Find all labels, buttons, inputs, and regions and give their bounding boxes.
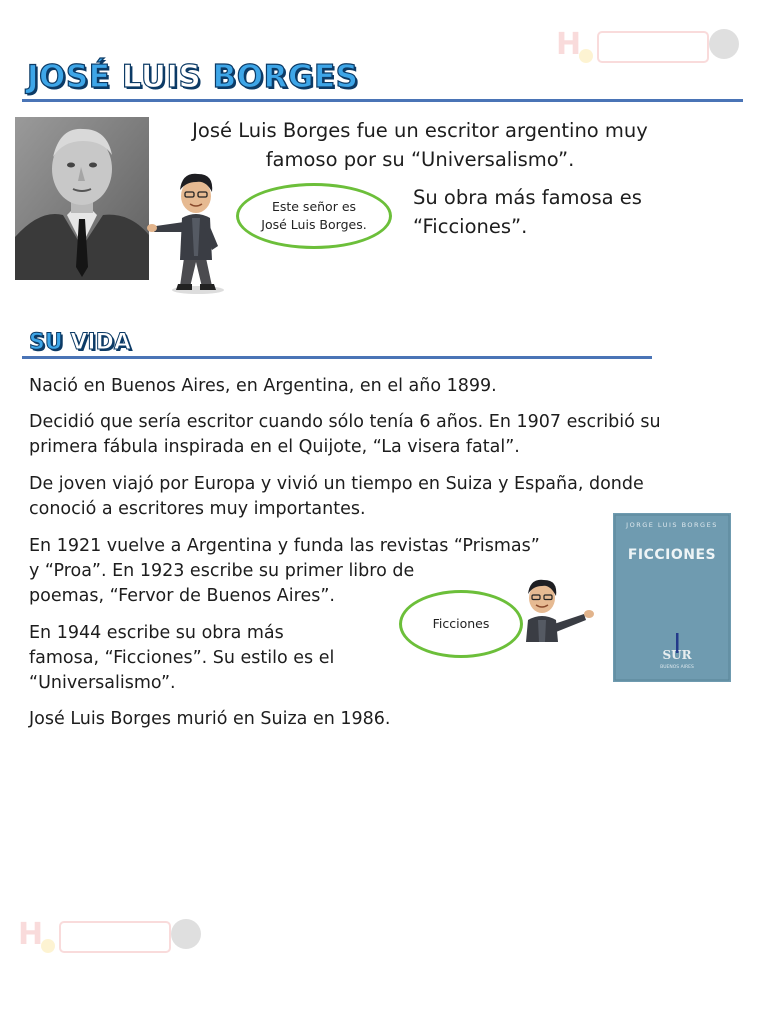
bubble-ficciones-label: Ficciones	[432, 616, 490, 631]
paragraph-ficciones-line-1: En 1944 escribe su obra más	[29, 623, 284, 643]
speech-bubble-portrait	[236, 183, 392, 249]
famous-work-text	[413, 183, 713, 241]
svg-text:H: H	[556, 27, 582, 62]
paragraph-ficciones	[29, 621, 334, 696]
paragraph-travel-line-2: conoció a escritores muy importantes.	[29, 499, 366, 519]
intro-line-2: famoso por su “Universalismo”.	[265, 148, 575, 171]
book-city: BUENOS AIRES	[660, 665, 694, 670]
famous-line-1: Su obra más famosa es	[413, 186, 642, 209]
title-word-luis: LUIS	[121, 59, 213, 95]
title-underline	[22, 99, 743, 102]
bubble-line-1: Este señor es	[271, 199, 357, 214]
paragraph-travel	[29, 472, 644, 522]
paragraph-magazines-line-1: En 1921 vuelve a Argentina y funda las revistas “Prismas”	[29, 536, 540, 556]
book-publisher: SUR	[662, 648, 692, 662]
book-author: JORGE LUIS BORGES	[626, 521, 718, 529]
page-title	[27, 59, 359, 95]
section-word-vida: VIDA	[70, 330, 131, 355]
borges-portrait	[15, 117, 149, 280]
title-word-borges: BORGES	[212, 59, 359, 95]
paragraph-magazines-line-2: y “Proa”. En 1923 escribe su primer libro de	[29, 561, 415, 581]
cartoon-teacher-pointing	[146, 166, 242, 296]
book-title: FICCIONES	[627, 547, 717, 563]
paragraph-birth: Nació en Buenos Aires, en Argentina, en el año 1899.	[29, 376, 497, 396]
paragraph-ficciones-line-3: “Universalismo”.	[29, 673, 176, 693]
section-word-su: SU	[29, 330, 71, 355]
paragraph-magazines-line-3: poemas, “Fervor de Buenos Aires”.	[29, 586, 335, 606]
title-word-jose: JOSÉ	[27, 59, 122, 95]
ficciones-book-cover	[613, 513, 731, 682]
section-title-su-vida	[29, 332, 131, 354]
paragraph-ficciones-line-2: famosa, “Ficciones”. Su estilo es el	[29, 648, 335, 668]
famous-line-2: “Ficciones”.	[413, 215, 528, 238]
paragraph-travel-line-1: De joven viajó por Europa y vivió un tiempo en Suiza y España, donde	[29, 474, 644, 494]
paragraph-decision-line-1: Decidió que sería escritor cuando sólo tenía 6 años. En 1907 escribió su	[29, 412, 661, 432]
bubble-line-2: José Luis Borges.	[261, 217, 367, 232]
intro-line-1: José Luis Borges fue un escritor argentino muy	[192, 119, 648, 142]
paragraph-decision	[29, 410, 661, 460]
watermark-logo-bottom	[18, 910, 204, 960]
cartoon-teacher-presenting	[518, 572, 596, 642]
speech-bubble-ficciones	[399, 590, 523, 658]
watermark-logo-top	[556, 20, 742, 70]
svg-text:H: H	[18, 917, 44, 952]
paragraph-death: José Luis Borges murió en Suiza en 1986.	[29, 709, 391, 729]
paragraph-decision-line-2: primera fábula inspirada en el Quijote, “La visera fatal”.	[29, 437, 520, 457]
section-underline	[22, 356, 652, 359]
